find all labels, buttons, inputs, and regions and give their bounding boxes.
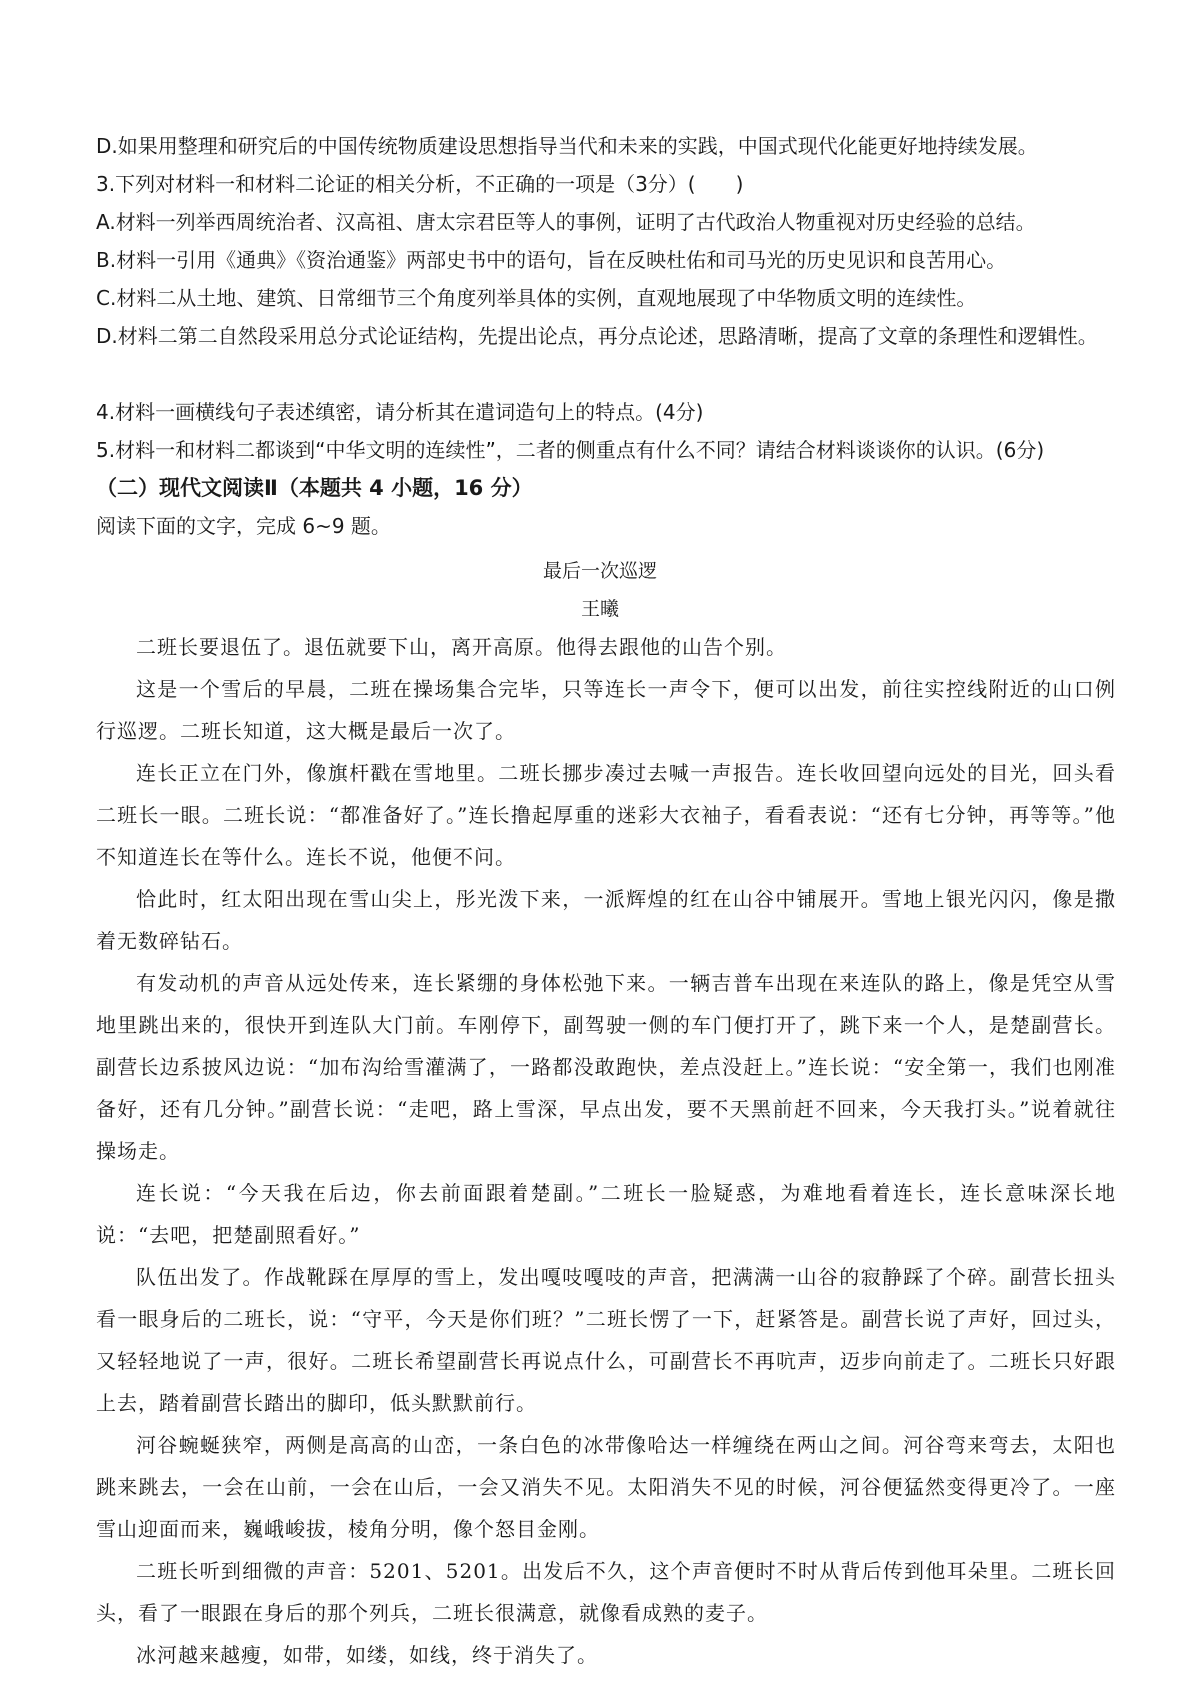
story-paragraph: 河谷蜿蜒狭窄，两侧是高高的山峦，一条白色的冰带像哈达一样缠绕在两山之间。河谷弯来弯去，太阳也跳来跳去，一会在山前，一会在山后，一会又消失不见。太阳消失不见的时候，河谷便猛然变得更冷了。一座雪山迎面而来，巍峨峻拔，棱角分明，像个怒目金刚。 bbox=[96, 1433, 1116, 1541]
question-3-option-b: B.材料一引用《通典》《资治通鉴》两部史书中的语句，旨在反映杜佑和司马光的历史见识和良苦用心。 bbox=[96, 248, 1007, 272]
question-3-option-c: C.材料二从土地、建筑、日常细节三个角度列举具体的实例，直观地展现了中华物质文明的连续性。 bbox=[96, 286, 977, 310]
question-3-option-a: A.材料一列举西周统治者、汉高祖、唐太宗君臣等人的事例，证明了古代政治人物重视对历史经验的总结。 bbox=[96, 210, 1036, 234]
story-paragraph: 二班长听到细微的声音：5201、5201。出发后不久，这个声音便时不时从背后传到他耳朵里。二班长回头，看了一眼跟在身后的那个列兵，二班长很满意，就像看成熟的麦子。 bbox=[96, 1559, 1116, 1625]
story-author: 王曦 bbox=[580, 598, 619, 620]
story-paragraph: 二班长要退伍了。退伍就要下山，离开高原。他得去跟他的山告个别。 bbox=[136, 635, 787, 659]
story-paragraph: 连长说：“今天我在后边，你去前面跟着楚副。”二班长一脸疑惑，为难地看着连长，连长意味深长地说：“去吧，把楚副照看好。” bbox=[96, 1181, 1116, 1247]
story-paragraph: 有发动机的声音从远处传来，连长紧绷的身体松弛下来。一辆吉普车出现在来连队的路上，像是凭空从雪地里跳出来的，很快开到连队大门前。车刚停下，副驾驶一侧的车门便打开了，跳下来一个人，是楚副营长。副营长边系披风边说：“加布沟给雪灌满了，一路都没敢跑快，差点没赶上。”连长说：“安全第一，我们也刚准备好，还有几分钟。”副营长说：“走吧，路上雪深，早点出发，要不天黑前赶不回来，今天我打头。”说着就往操场走。 bbox=[96, 971, 1116, 1163]
story-paragraph: 队伍出发了。作战靴踩在厚厚的雪上，发出嘎吱嘎吱的声音，把满满一山谷的寂静踩了个碎。副营长扭头看一眼身后的二班长，说：“守平，今天是你们班？”二班长愣了一下，赶紧答是。副营长说了声好，回过头，又轻轻地说了一声，很好。二班长希望副营长再说点什么，可副营长不再吭声，迈步向前走了。二班长只好跟上去，踏着副营长踏出的脚印，低头默默前行。 bbox=[96, 1265, 1116, 1415]
section-title: （二）现代文阅读Ⅱ（本题共 4 小题，16 分） bbox=[96, 476, 533, 500]
question-5: 5.材料一和材料二都谈到“中华文明的连续性”，二者的侧重点有什么不同？请结合材料谈谈你的认识。(6分) bbox=[96, 438, 1045, 462]
story-paragraph: 冰河越来越瘦，如带，如缕，如线，终于消失了。 bbox=[136, 1643, 598, 1667]
story-paragraph: 连长正立在门外，像旗杆戳在雪地里。二班长挪步凑过去喊一声报告。连长收回望向远处的目光，回头看二班长一眼。二班长说：“都准备好了。”连长撸起厚重的迷彩大衣袖子，看看表说：“还有七分钟，再等等。”他不知道连长在等什么。连长不说，他便不问。 bbox=[96, 761, 1116, 869]
story-paragraph: 恰此时，红太阳出现在雪山尖上，彤光泼下来，一派辉煌的红在山谷中铺展开。雪地上银光闪闪，像是撒着无数碎钻石。 bbox=[96, 887, 1116, 953]
section-instruction: 阅读下面的文字，完成 6~9 题。 bbox=[96, 514, 391, 538]
story-title: 最后一次巡逻 bbox=[542, 560, 657, 582]
question-3-stem: 3.下列对材料一和材料二论证的相关分析，不正确的一项是（3分）( ) bbox=[96, 172, 744, 196]
story-paragraph: 这是一个雪后的早晨，二班在操场集合完毕，只等连长一声令下，便可以出发，前往实控线附近的山口例行巡逻。二班长知道，这大概是最后一次了。 bbox=[96, 677, 1116, 743]
story-body bbox=[96, 626, 1116, 1676]
question-2-option-d: D.如果用整理和研究后的中国传统物质建设思想指导当代和未来的实践，中国式现代化能更好地持续发展。 bbox=[96, 134, 1038, 158]
question-3-option-d: D.材料二第二自然段采用总分式论证结构，先提出论点，再分点论述，思路清晰，提高了文章的条理性和逻辑性。 bbox=[96, 324, 1098, 348]
question-4: 4.材料一画横线句子表述缜密，请分析其在遣词造句上的特点。(4分) bbox=[96, 400, 704, 424]
